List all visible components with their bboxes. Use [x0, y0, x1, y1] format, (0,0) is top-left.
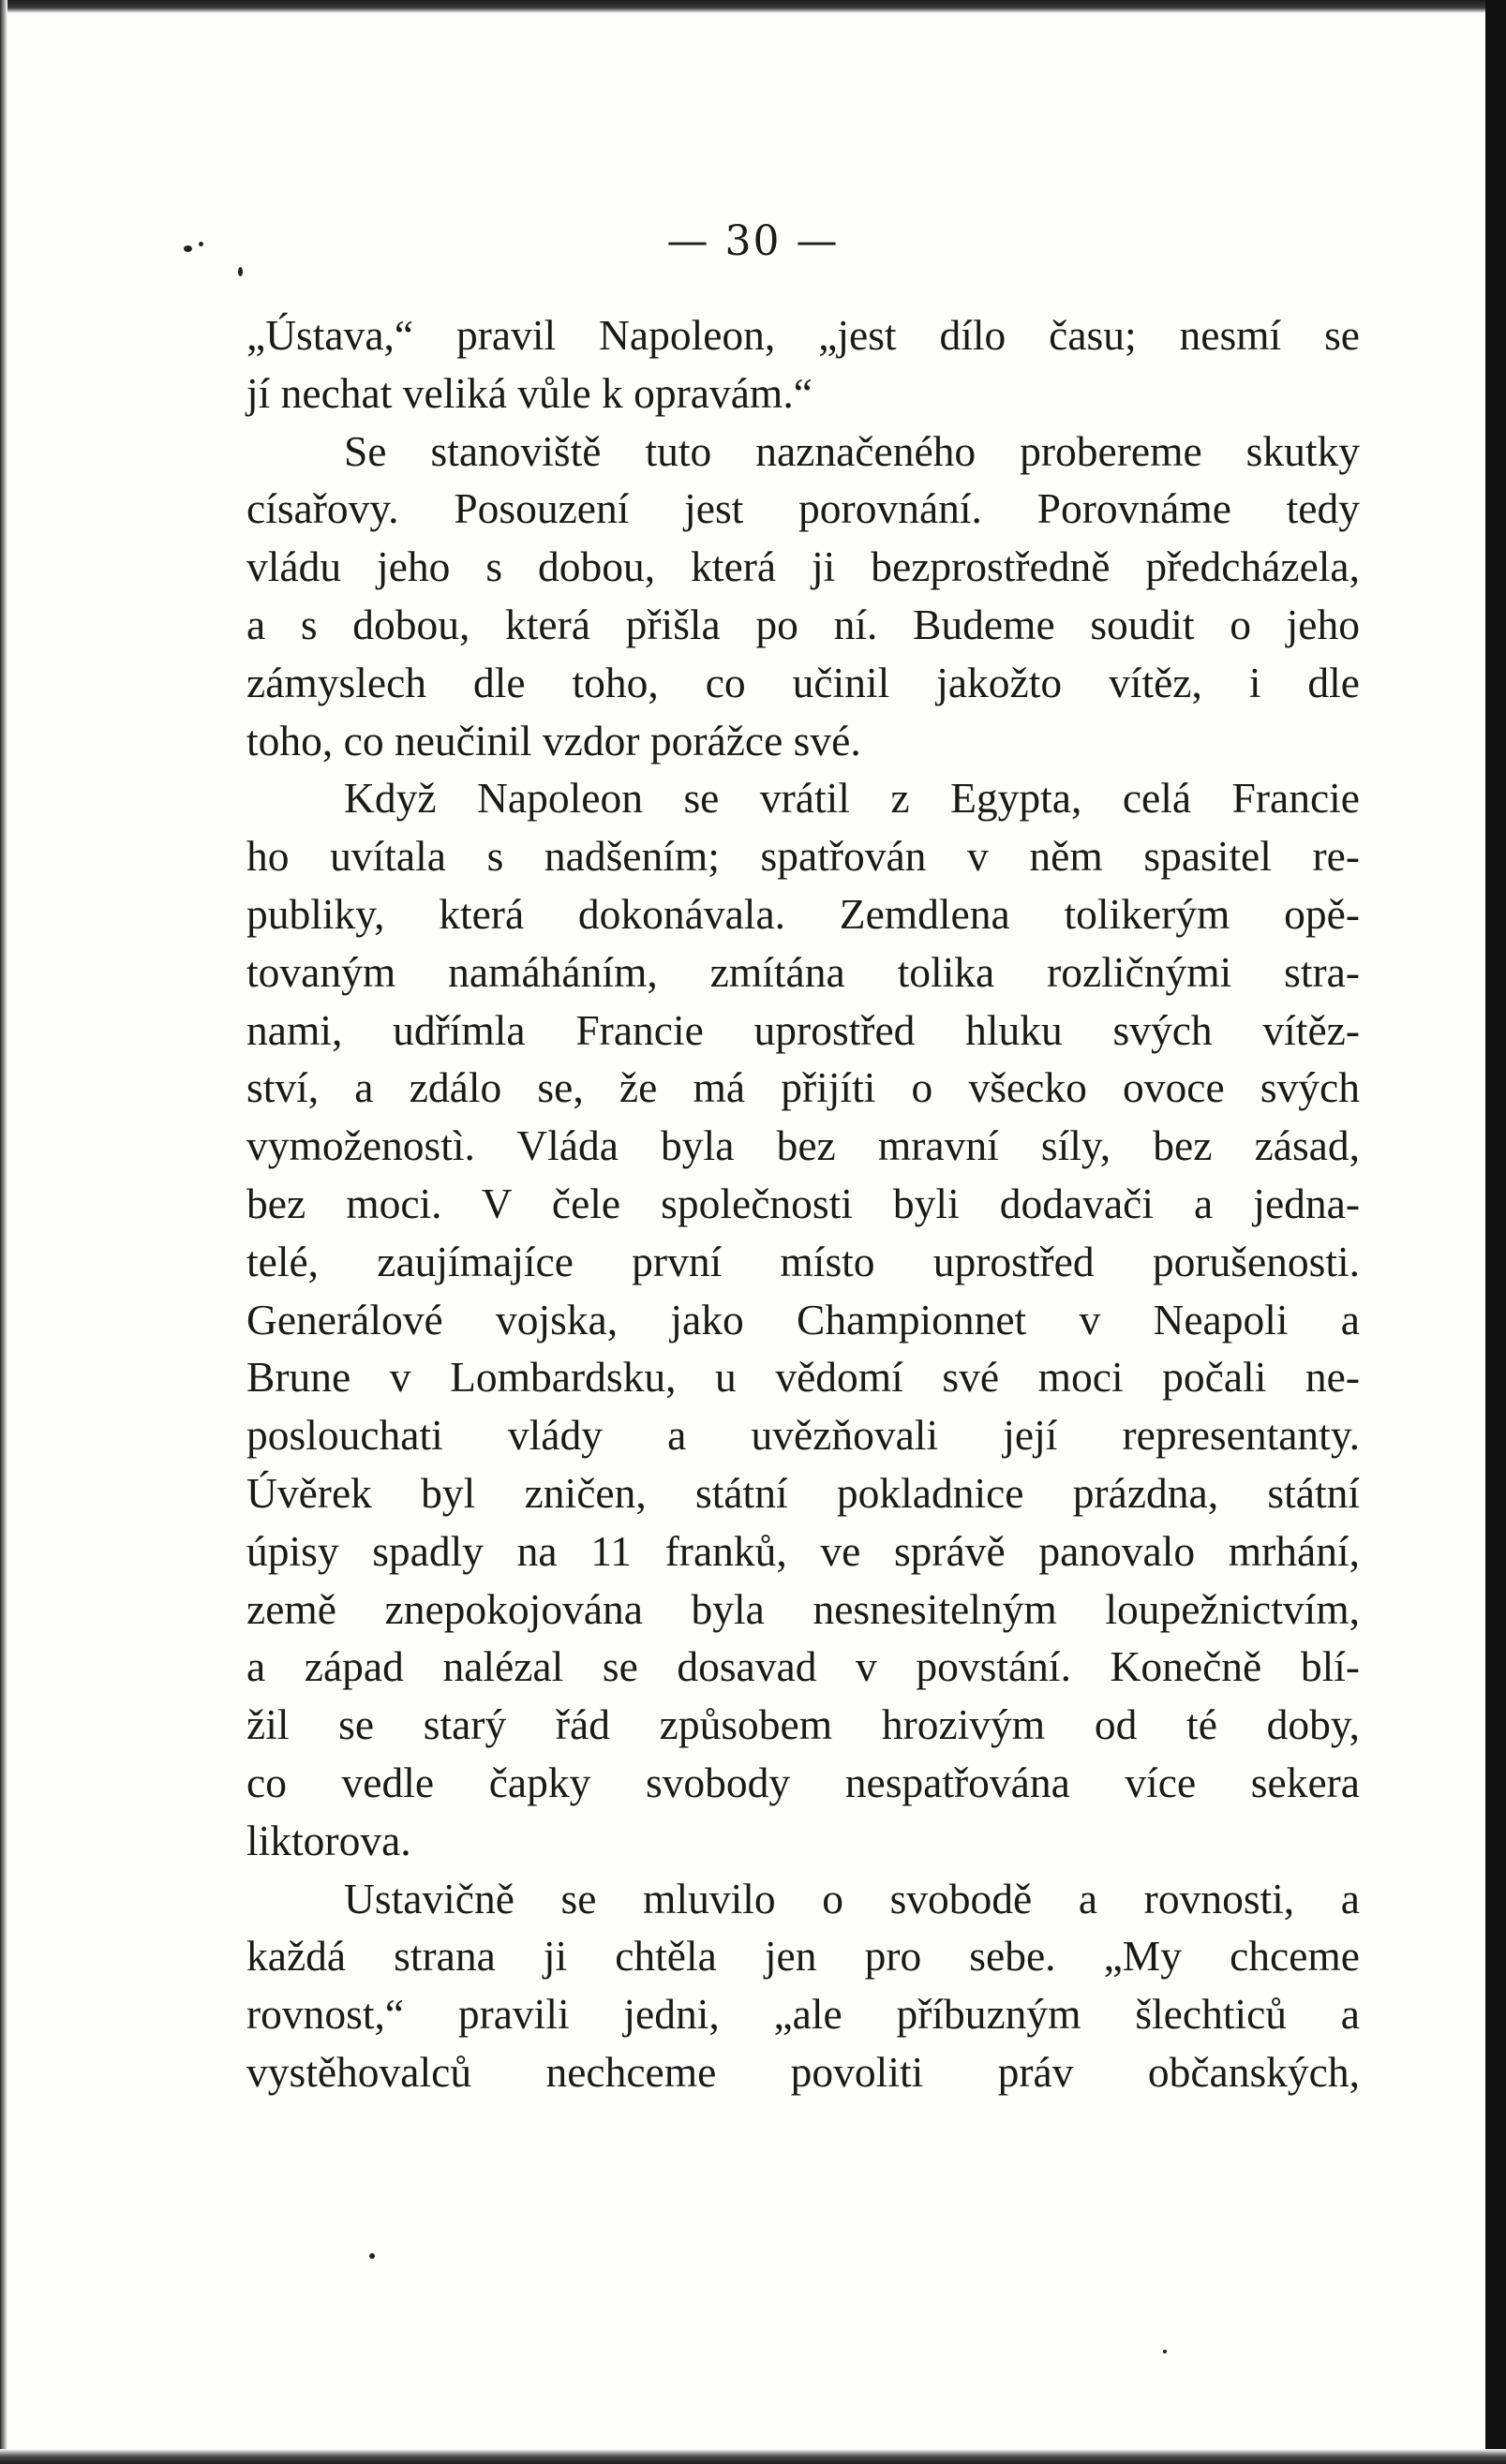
text-line: publiky, která dokonávala. Zemdlena tolikerým opě-: [246, 889, 1360, 938]
text-line: bez moci. V čele společnosti byli dodavači a jedna-: [246, 1179, 1360, 1227]
text-line: „Ústava,“ pravil Napoleon, „jest dílo času; nesmí se: [246, 311, 1360, 359]
text-line: Generálové vojska, jako Championnet v Neapoli a: [246, 1295, 1360, 1343]
text-line: Úvěrek byl zničen, státní pokladnice prázdna, státní: [246, 1468, 1360, 1517]
text-line: co vedle čapky svobody nespatřována více sekera: [246, 1758, 1360, 1806]
text-line: poslouchati vlády a uvězňovali její representanty.: [246, 1411, 1360, 1460]
page-number: — 30 —: [666, 217, 840, 265]
text-line: země znepokojována byla nesnesitelným loupežnictvím,: [246, 1584, 1360, 1633]
text-line: a západ nalézal se dosavad v povstání. Konečně blí-: [246, 1642, 1360, 1691]
text-line: Když Napoleon se vrátil z Egypta, celá Francie: [344, 774, 1360, 823]
text-line: tovaným namáháním, zmítána tolika rozličnými stra-: [246, 947, 1360, 996]
text-line: a s dobou, která přišla po ní. Budeme soudit o jeho: [246, 600, 1360, 648]
scan-speck: [1163, 2350, 1167, 2353]
text-line: císařovy. Posouzení jest porovnání. Porovnáme tedy: [246, 484, 1360, 533]
text-line: žil se starý řád způsobem hrozivým od té doby,: [246, 1700, 1360, 1749]
text-line: vystěhovalců nechceme povoliti práv občanských,: [246, 2047, 1360, 2096]
scan-border-top: [0, 0, 1506, 13]
text-line: liktorova.: [246, 1816, 411, 1864]
text-line: ho uvítala s nadšením; spatřován v něm spasitel re-: [246, 832, 1360, 881]
text-line: toho, co neučinil vzdor porážce své.: [246, 716, 861, 764]
body-text: [246, 306, 1360, 2101]
scan-border-right: [1485, 0, 1506, 2464]
text-line: telé, zaujímajíce první místo uprostřed porušenosti.: [246, 1237, 1360, 1285]
text-line: ství, a zdálo se, že má přijíti o všecko ovoce svých: [246, 1063, 1360, 1112]
text-line: Se stanoviště tuto naznačeného probereme skutky: [344, 426, 1360, 475]
text-line: rovnost,“ pravili jedni, „ale příbuzným šlechticů a: [246, 1990, 1360, 2039]
text-line: Ustavičně se mluvilo o svobodě a rovnosti, a: [344, 1874, 1360, 1922]
text-line: úpisy spadly na 11 franků, ve správě panovalo mrhání,: [246, 1526, 1360, 1575]
scan-border-left: [0, 0, 7, 2464]
text-line: každá strana ji chtěla jen pro sebe. „My chceme: [246, 1932, 1360, 1981]
text-line: Brune v Lombardsku, u vědomí své moci počali ne-: [246, 1353, 1360, 1402]
text-line: zámyslech dle toho, co učinil jakožto vítěz, i dle: [246, 658, 1360, 706]
text-line: nami, udřímla Francie uprostřed hluku svých vítěz-: [246, 1005, 1360, 1054]
scan-speck: [238, 267, 243, 276]
scan-border-bottom: [0, 2449, 1506, 2464]
text-line: vymoženostì. Vláda byla bez mravní síly, bez zásad,: [246, 1121, 1360, 1170]
scan-speck: [369, 2253, 375, 2259]
text-line: jí nechat veliká vůle k opravám.“: [246, 368, 813, 417]
text-line: vládu jeho s dobou, která ji bezprostředně předcházela,: [246, 542, 1360, 591]
